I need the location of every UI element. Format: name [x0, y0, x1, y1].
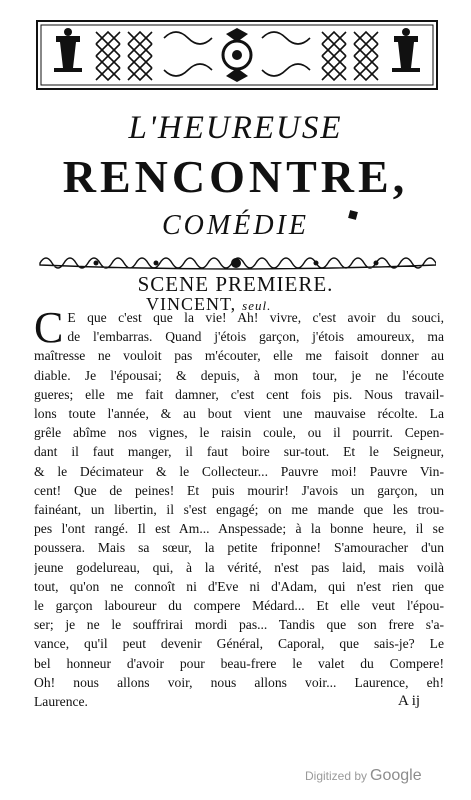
digitized-watermark — [305, 767, 422, 785]
page-signature: A ij — [398, 693, 421, 709]
text-line: maîtresse ne vouloit pas m'écouter, elle me faisoit donner au — [34, 348, 444, 364]
speaker-note: seul. — [242, 298, 272, 313]
text-line: cent! Que de peines! Et puis mourir! J'avois un garçon, un — [34, 482, 444, 498]
text-line: de l'embarras. Quand j'étois garçon, j'étois amoureux, ma — [67, 329, 444, 345]
text-line: pes l'ont rangé. Il est Am... Anspessade; à la bonne heure, il se — [34, 521, 444, 537]
text-line: vance, qu'il peut devenir Général, Caporal, que sais-je? Le — [34, 636, 444, 652]
text-line: diable. Je l'épousai; & depuis, à mon tour, je ne l'écoute — [34, 367, 444, 383]
text-line: & le Décimateur & le Collecteur... Pauvre moi! Pauvre Vin- — [34, 463, 444, 479]
text-line: tout, qu'on ne connoît ni d'Eve ni d'Adam, qui n'est rien que — [34, 578, 444, 594]
title-line-1: L'HEUREUSE — [128, 110, 343, 146]
text-line: fainéant, un libertin, il s'est engagé; on me mande que les trou- — [34, 502, 444, 518]
watermark-prefix: Digitized by — [305, 769, 368, 783]
text-line: grêle abîme nos vignes, le raisin coule, ou il pourrit. Cepen- — [34, 425, 444, 441]
text-line: le garçon laboureur du compere Médard... Et elle veut l'épou- — [34, 598, 444, 614]
title-line-3: COMÉDIE — [162, 210, 309, 241]
text-line: lons toute l'année, & au bout vient une mauvaise récolte. La — [34, 406, 444, 422]
speaker-name: VINCENT, — [146, 294, 237, 314]
text-line: poussera. Mais sa sœur, la petite friponne! S'amouracher d'un — [34, 540, 444, 556]
title-line-2: RENCONTRE, — [62, 151, 409, 202]
text-line: ser; je ne le souffrirai mordi pas... Tandis que son frere s'a- — [34, 617, 444, 633]
text-line: bel honneur d'avoir pour beau-frere le valet du Compere! — [34, 655, 444, 671]
text-line: dant il faut manger, il faut boire sur-tout. Et le Seigneur, — [34, 444, 444, 460]
text-line: Oh! nous allons voir, nous allons voir... Laurence, eh! — [34, 674, 444, 690]
drop-cap: C — [34, 303, 64, 352]
scene-heading: SCENE PREMIERE. — [137, 272, 334, 296]
watermark-brand: Google — [370, 767, 422, 784]
text-line: gueres; elle me fait damner, c'est cent fois pis. Nous travail- — [34, 386, 444, 402]
ornament-headpiece — [36, 20, 438, 90]
text-line: jeune godelureau, qui, à la vérité, n'est pas laid, mais voilà — [34, 559, 444, 575]
text-line: Laurence. — [34, 694, 88, 710]
text-line: E que c'est que la vie! Ah! vivre, c'est avoir du souci, — [67, 310, 444, 325]
